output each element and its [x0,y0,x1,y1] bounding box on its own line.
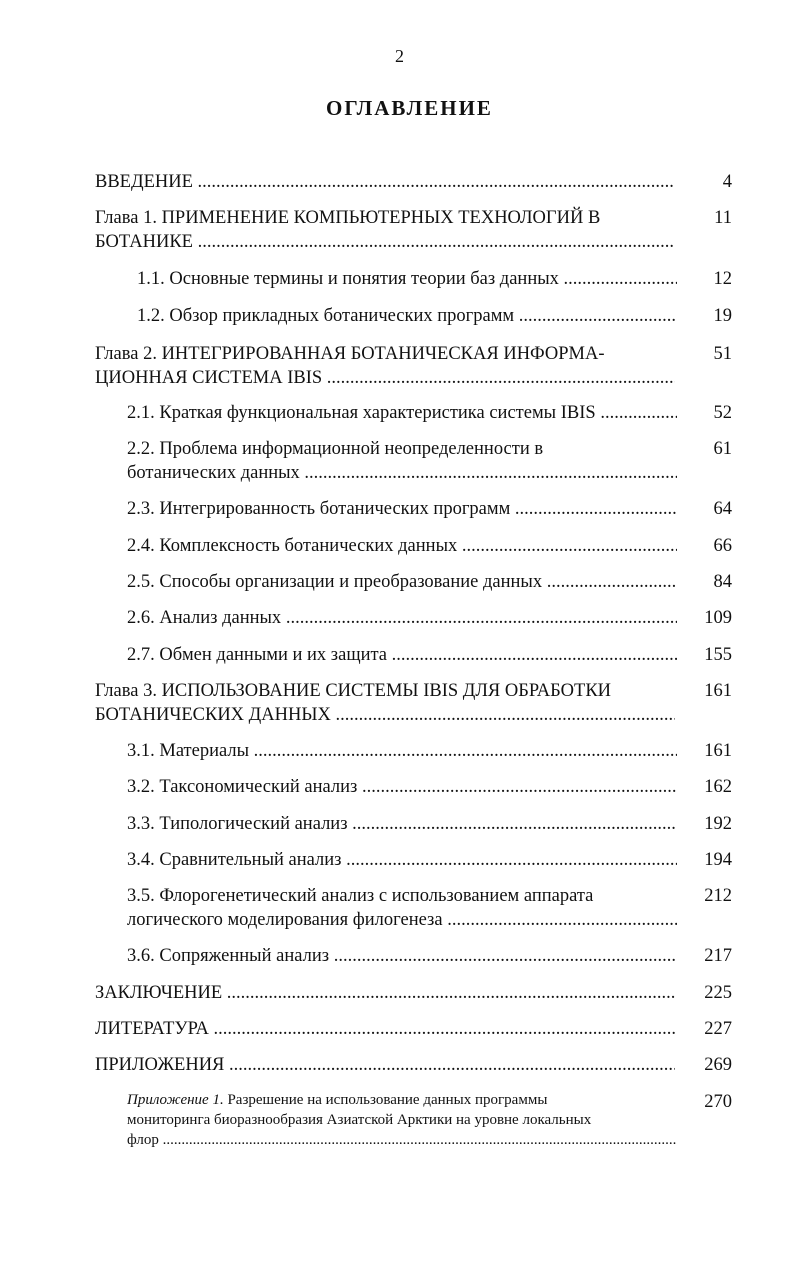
toc-entry-text: 2.7. Обмен данными и их защита ..... [127,643,677,667]
toc-page-number: 192 [704,814,732,834]
toc-entry-text: Глава 1. ПРИМЕНЕНИЕ КОМПЬЮТЕРНЫХ ТЕХНОЛОГИЙ В [95,208,601,228]
toc-page-number: 270 [704,1092,732,1112]
toc-entry-text: 2.3. Интегрированность ботанических программ ..... [127,497,677,521]
toc-page-number: 61 [713,439,732,459]
toc-page-number: 84 [713,572,732,592]
toc-entry-text: мониторинга биоразнообразия Азиатской Арктики на уровне локальных [127,1112,592,1128]
toc-title: ОГЛАВЛЕНИЕ [326,96,493,120]
toc-entry-text: ПРИЛОЖЕНИЯ ..... [95,1053,675,1077]
toc-entry-text: БОТАНИКЕ ..... [95,230,675,254]
toc-page-number: 66 [713,536,732,556]
toc-entry-text: 3.2. Таксономический анализ ..... [127,775,677,799]
toc-entry-text: 3.3. Типологический анализ ..... [127,812,677,836]
toc-page-number: 12 [713,269,732,289]
toc-page-number: 51 [713,344,732,364]
toc-page-number: 194 [704,850,732,870]
toc-entry-text: 2.4. Комплексность ботанических данных ..... [127,534,677,558]
toc-entry-text: 3.4. Сравнительный анализ ..... [127,848,677,872]
page-number: 2 [395,46,404,66]
toc-entry-text: ВВЕДЕНИЕ ..... [95,170,675,194]
toc-page-number: 19 [713,306,732,326]
toc-entry-text: ботанических данных ..... [127,461,677,485]
toc-entry-text: 3.6. Сопряженный анализ ..... [127,944,677,968]
toc-page-number: 52 [713,403,732,423]
toc-entry-text: 3.5. Флорогенетический анализ с использованием аппарата [127,886,594,906]
toc-page-number: 269 [704,1055,732,1075]
toc-page-number: 4 [722,172,732,192]
toc-entry-text: 2.1. Краткая функциональная характеристика системы IBIS ..... [127,401,677,425]
toc-entry-text: Разрешение на использование данных программы [223,1092,548,1108]
toc-entry-text: флор ..... [127,1130,677,1150]
toc-entry-text: ЦИОННАЯ СИСТЕМА IBIS ..... [95,366,675,390]
toc-entry-text: 2.5. Способы организации и преобразование данных ..... [127,570,677,594]
toc-entry-text: 1.1. Основные термины и понятия теории баз данных ..... [137,267,677,291]
toc-entry-text: БОТАНИЧЕСКИХ ДАННЫХ ..... [95,703,675,727]
toc-page-number: 161 [704,681,732,701]
toc-page-number: 161 [704,741,732,761]
toc-page-number: 155 [704,645,732,665]
toc-page-number: 227 [704,1019,732,1039]
toc-page-number: 217 [704,946,732,966]
toc-page-number: 225 [704,983,732,1003]
toc-entry-text: 2.6. Анализ данных ..... [127,606,677,630]
toc-page-number: 162 [704,777,732,797]
toc-page-number: 109 [704,608,732,628]
toc-entry-text: 1.2. Обзор прикладных ботанических программ ..... [137,304,677,328]
toc-page-number: 64 [713,499,732,519]
toc-entry-text: логического моделирования филогенеза ..... [127,908,677,932]
toc-page-number: 11 [714,208,732,228]
toc-entry-text: ЛИТЕРАТУРА ..... [95,1017,675,1041]
toc-entry-text: ЗАКЛЮЧЕНИЕ ..... [95,981,675,1005]
toc-entry-text: 3.1. Материалы ..... [127,739,677,763]
toc-entry-text: 2.2. Проблема информационной неопределенности в [127,439,544,459]
toc-page-number: 212 [704,886,732,906]
appendix-label: Приложение 1. [127,1092,224,1108]
toc-entry-text: Глава 2. ИНТЕГРИРОВАННАЯ БОТАНИЧЕСКАЯ ИНФОРМА- [95,344,605,364]
toc-entry-text: Глава 3. ИСПОЛЬЗОВАНИЕ СИСТЕМЫ IBIS ДЛЯ ОБРАБОТКИ [95,681,612,701]
